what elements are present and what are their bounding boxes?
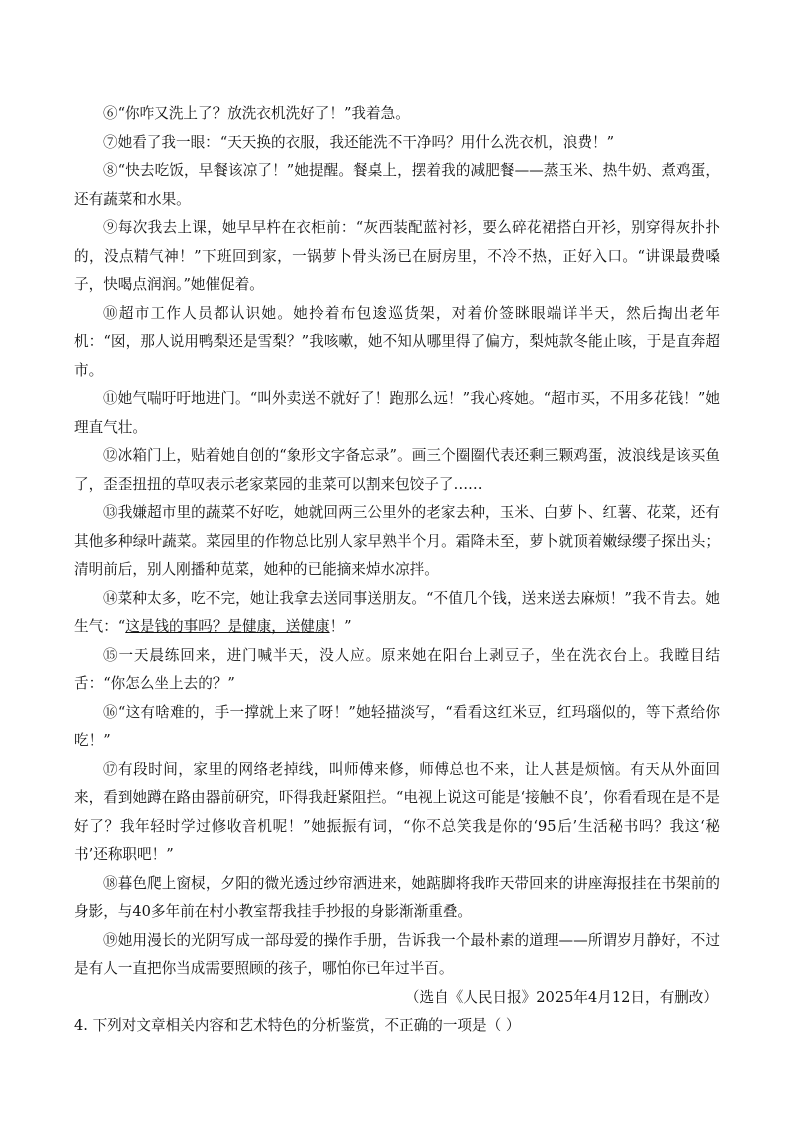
paragraph-17: ⑰有段时间，家里的网络老掉线，叫师傅来修，师傅总也不来，让人甚是烦恼。有天从外面回来，看到她蹲在路由器前研究，吓得我赶紧阻拦。“电视上说这可能是‘接触不良’，你看看现在是不是好了？我年轻时学过修收音机呢！”她振振有词，“你不总笑我是你的‘95后’生活秘书吗？我这‘秘书’还称职吧！” — [74, 760, 720, 863]
paragraph-14 — [74, 585, 720, 642]
paragraph-15: ⑮一天晨练回来，进门喊半天，没人应。原来她在阳台上剥豆子，坐在洗衣台上。我瞠目结舌：“你怎么坐上去的？” — [74, 646, 720, 692]
paragraph-8: ⑧“快去吃饭，早餐该凉了！”她提醒。餐桌上，摆着我的减肥餐——蒸玉米、热牛奶、煮鸡蛋，还有蔬菜和水果。 — [74, 162, 720, 208]
paragraph-9: ⑨每次我去上课，她早早杵在衣柜前：“灰西装配蓝衬衫，要么碎花裙搭白开衫，别穿得灰扑扑的，没点精气神！”下班回到家，一锅萝卜骨头汤已在厨房里，不冷不热，正好入口。“讲课最费嗓子，快喝点润润。”她催促着。 — [74, 219, 720, 293]
source-citation: （选自《人民日报》2025年4月12日，有删改） — [404, 988, 718, 1006]
paragraph-12: ⑫冰箱门上，贴着她自创的“象形文字备忘录”。画三个圈圈代表还剩三颗鸡蛋，波浪线是该买鱼了，歪歪扭扭的草叹表示老家菜园的韭菜可以割来包饺子了…… — [74, 447, 720, 493]
paragraph-6: ⑥“你咋又洗上了？放洗衣机洗好了！”我着急。 — [103, 105, 410, 122]
paragraph-10: ⑩超市工作人员都认识她。她拎着布包逡巡货架，对着价签眯眼端详半天，然后掏出老年机：“囡，那人说用鸭梨还是雪梨？”我咳嗽，她不知从哪里得了偏方，梨炖款冬能止咳，于是直奔超市。 — [74, 304, 720, 379]
paragraph-14-text: ⑭菜种太多，吃不完，她让我拿去送同事送朋友。“不值几个钱，送来送去麻烦！”我不肯去。她生气：“ — [74, 589, 720, 635]
article-body — [74, 100, 720, 1041]
paragraph-19: ⑲她用漫长的光阴写成一部母爱的操作手册，告诉我一个最朴素的道理——所谓岁月静好，不过是有人一直把你当成需要照顾的孩子，哪怕你已年过半百。 — [74, 931, 720, 977]
underlined-quote: 这是钱的事吗？是健康，送健康 — [125, 618, 330, 635]
question-4: 4. 下列对文章相关内容和艺术特色的分析鉴赏，不正确的一项是（ ） — [74, 1017, 521, 1034]
paragraph-14-end: ！” — [329, 618, 352, 635]
paragraph-18: ⑱暮色爬上窗棂，夕阳的微光透过纱帘洒进来，她踮脚将我昨天带回来的讲座海报挂在书架前的身影，与40多年前在村小教室帮我挂手抄报的身影渐渐重叠。 — [74, 874, 720, 920]
paragraph-7: ⑦她看了我一眼：“天天换的衣服，我还能洗不干净吗？用什么洗衣机，浪费！” — [103, 133, 615, 151]
paragraph-11: ⑪她气喘吁吁地进门。“叫外卖送不就好了！跑那么远！”我心疼她。“超市买，不用多花钱！”她理直气壮。 — [74, 390, 720, 436]
paragraph-16: ⑯“这有啥难的，手一撑就上来了呀！”她轻描淡写，“看看这红米豆，红玛瑙似的，等下煮给你吃！” — [74, 703, 720, 749]
paragraph-13: ⑬我嫌超市里的蔬菜不好吃，她就回两三公里外的老家去种，玉米、白萝卜、红薯、花菜，还有其他多种绿叶蔬菜。菜园里的作物总比别人家早熟半个月。霜降未至，萝卜就顶着嫩绿缨子探出头；清明前后，别人刚播种苋菜，她种的已能摘来焯水凉拌。 — [74, 504, 720, 578]
